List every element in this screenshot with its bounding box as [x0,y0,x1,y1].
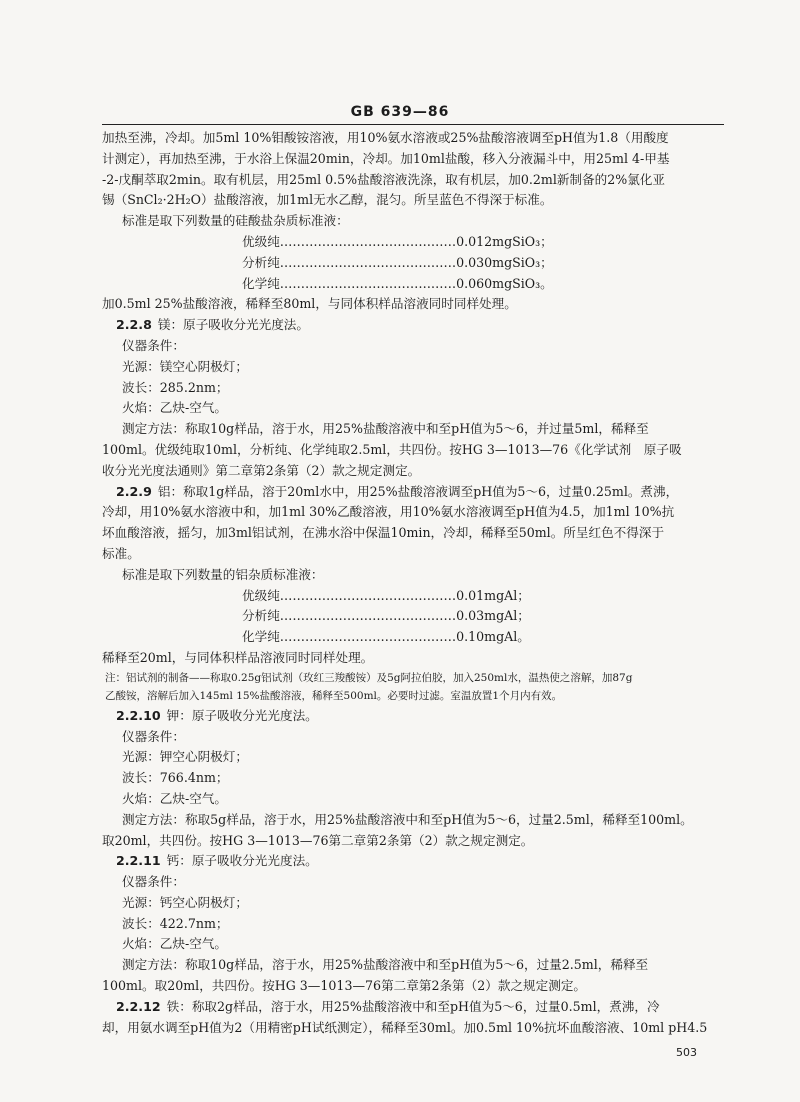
text-line: 仪器条件： [122,728,185,744]
text-line: 取20ml，共四份。按HG 3—1013—76第二章第2条第（2）款之规定测定。 [102,832,534,848]
section-text: 铁：称取2g样品，溶于水，用25%盐酸溶液中和至pH值为5～6，过量0.5ml，煮沸，冷 [166,998,660,1014]
text-line: 波长：285.2nm； [122,379,229,395]
text-line: 100ml。取20ml，共四份。按HG 3—1013—76第二章第2条第（2）款之规定测定。 [102,978,587,994]
text-line: 波长：422.7nm； [122,915,229,931]
section-number: 2.2.9 [116,483,152,499]
standard-amount-line: 化学纯……………………………………0.060mgSiO₃。 [242,275,553,291]
text-line: 火焰：乙炔-空气。 [122,790,228,806]
note-line: 注：铝试剂的制备——称取0.25g铝试剂（玫红三羧酸铵）及5g阿拉伯胶，加入250ml水，温热使之溶解，加87g [105,671,633,684]
text-line: 光源：钾空心阴极灯； [122,749,248,765]
standard-amount-line: 优级纯……………………………………0.012mgSiO₃； [242,233,553,249]
text-line: 加热至沸，冷却。加5ml 10%钼酸铵溶液，用10%氨水溶液或25%盐酸溶液调至pH值为1.8（用酸度 [102,130,669,145]
section-heading-2-2-11 [102,851,726,872]
text-line: 收分光光度法通则》第二章第2条第（2）款之规定测定。 [102,462,421,478]
text-line: 波长：766.4nm； [122,770,229,786]
note-line: 乙酸铵，溶解后加入145ml 15%盐酸溶液，稀释至500ml。必要时过滤。室温放置1个月内有效。 [105,690,563,703]
text-line: 标准是取下列数量的铝杂质标准液： [122,566,324,582]
section-heading-2-2-8 [102,315,726,336]
text-line: 却，用氨水调至pH值为2（用精密pH试纸测定），稀释至30ml。加0.5ml 10%抗坏血酸溶液、10ml pH4.5 [102,1019,708,1035]
text-line: 100ml。优级纯取10ml，分析纯、化学纯取2.5ml，共四份。按HG 3—1013—76《化学试剂 原子吸 [102,441,682,457]
section-heading-2-2-9 [102,482,726,503]
document-body [102,128,726,1038]
text-line: 测定方法：称取10g样品，溶于水，用25%盐酸溶液中和至pH值为5～6，过量2.5ml，稀释至 [122,957,649,973]
text-line: 计测定），再加热至沸，于水浴上保温20min，冷却。加10ml盐酸，移入分液漏斗中，用25ml 4-甲基 [102,150,670,166]
text-line: 测定方法：称取10g样品，溶于水，用25%盐酸溶液中和至pH值为5～6，并过量5ml，稀释至 [122,421,649,437]
section-number: 2.2.8 [116,317,152,333]
standard-amount-line: 化学纯……………………………………0.10mgAl。 [242,629,530,645]
text-line: 标准。 [102,545,140,561]
text-line: 坏血酸溶液，摇匀，加3ml铝试剂，在沸水浴中保温10min，冷却，稀释至50ml。所呈红色不得深于 [102,525,665,541]
text-line: 光源：钙空心阴极灯； [122,894,248,910]
standard-amount-line: 分析纯……………………………………0.03mgAl； [242,608,530,624]
text-line: 锡（SnCl₂·2H₂O）盐酸溶液，加1ml无水乙醇，混匀。所呈蓝色不得深于标准。 [102,192,553,208]
section-number: 2.2.11 [116,853,161,869]
section-text: 铝：称取1g样品，溶于20ml水中，用25%盐酸溶液调至pH值为5～6，过量0.25ml。煮沸， [157,483,679,499]
text-line: 加0.5ml 25%盐酸溶液，稀释至80ml，与同体积样品溶液同时同样处理。 [102,296,517,312]
text-line: 火焰：乙炔-空气。 [122,400,228,416]
section-title: 钾：原子吸收分光光度法。 [166,707,318,723]
section-heading-2-2-12 [102,997,726,1018]
section-number: 2.2.10 [116,707,161,723]
section-title: 镁：原子吸收分光光度法。 [157,317,309,333]
text-line: 标准是取下列数量的硅酸盐杂质标准液： [122,213,349,229]
section-title: 钙：原子吸收分光光度法。 [166,853,318,869]
text-line: 仪器条件： [122,337,185,353]
standard-amount-line: 优级纯……………………………………0.01mgAl； [242,587,530,603]
header-rule [102,124,724,125]
text-line: 仪器条件： [122,874,185,890]
standard-code-header: GB 639—86 [350,104,450,120]
text-line: 稀释至20ml，与同体积样品溶液同时同样处理。 [102,649,374,665]
text-line: 光源：镁空心阴极灯； [122,358,248,374]
text-line: 测定方法：称取5g样品，溶于水，用25%盐酸溶液中和至pH值为5～6，过量2.5ml，稀释至100ml。 [122,811,693,827]
text-line: 冷却，用10%氨水溶液中和，加1ml 30%乙酸溶液，用10%氨水溶液调至pH值为4.5，加1ml 10%抗 [102,504,675,520]
text-line: -2-戊酮萃取2min。取有机层，用25ml 0.5%盐酸溶液洗涤，取有机层，加0.2ml新制备的2%氯化亚 [102,171,665,187]
text-line: 火焰：乙炔-空气。 [122,936,228,952]
section-number: 2.2.12 [116,998,161,1014]
standard-amount-line: 分析纯……………………………………0.030mgSiO₃； [242,254,553,270]
section-heading-2-2-10 [102,706,726,727]
page-number: 503 [676,1046,697,1059]
